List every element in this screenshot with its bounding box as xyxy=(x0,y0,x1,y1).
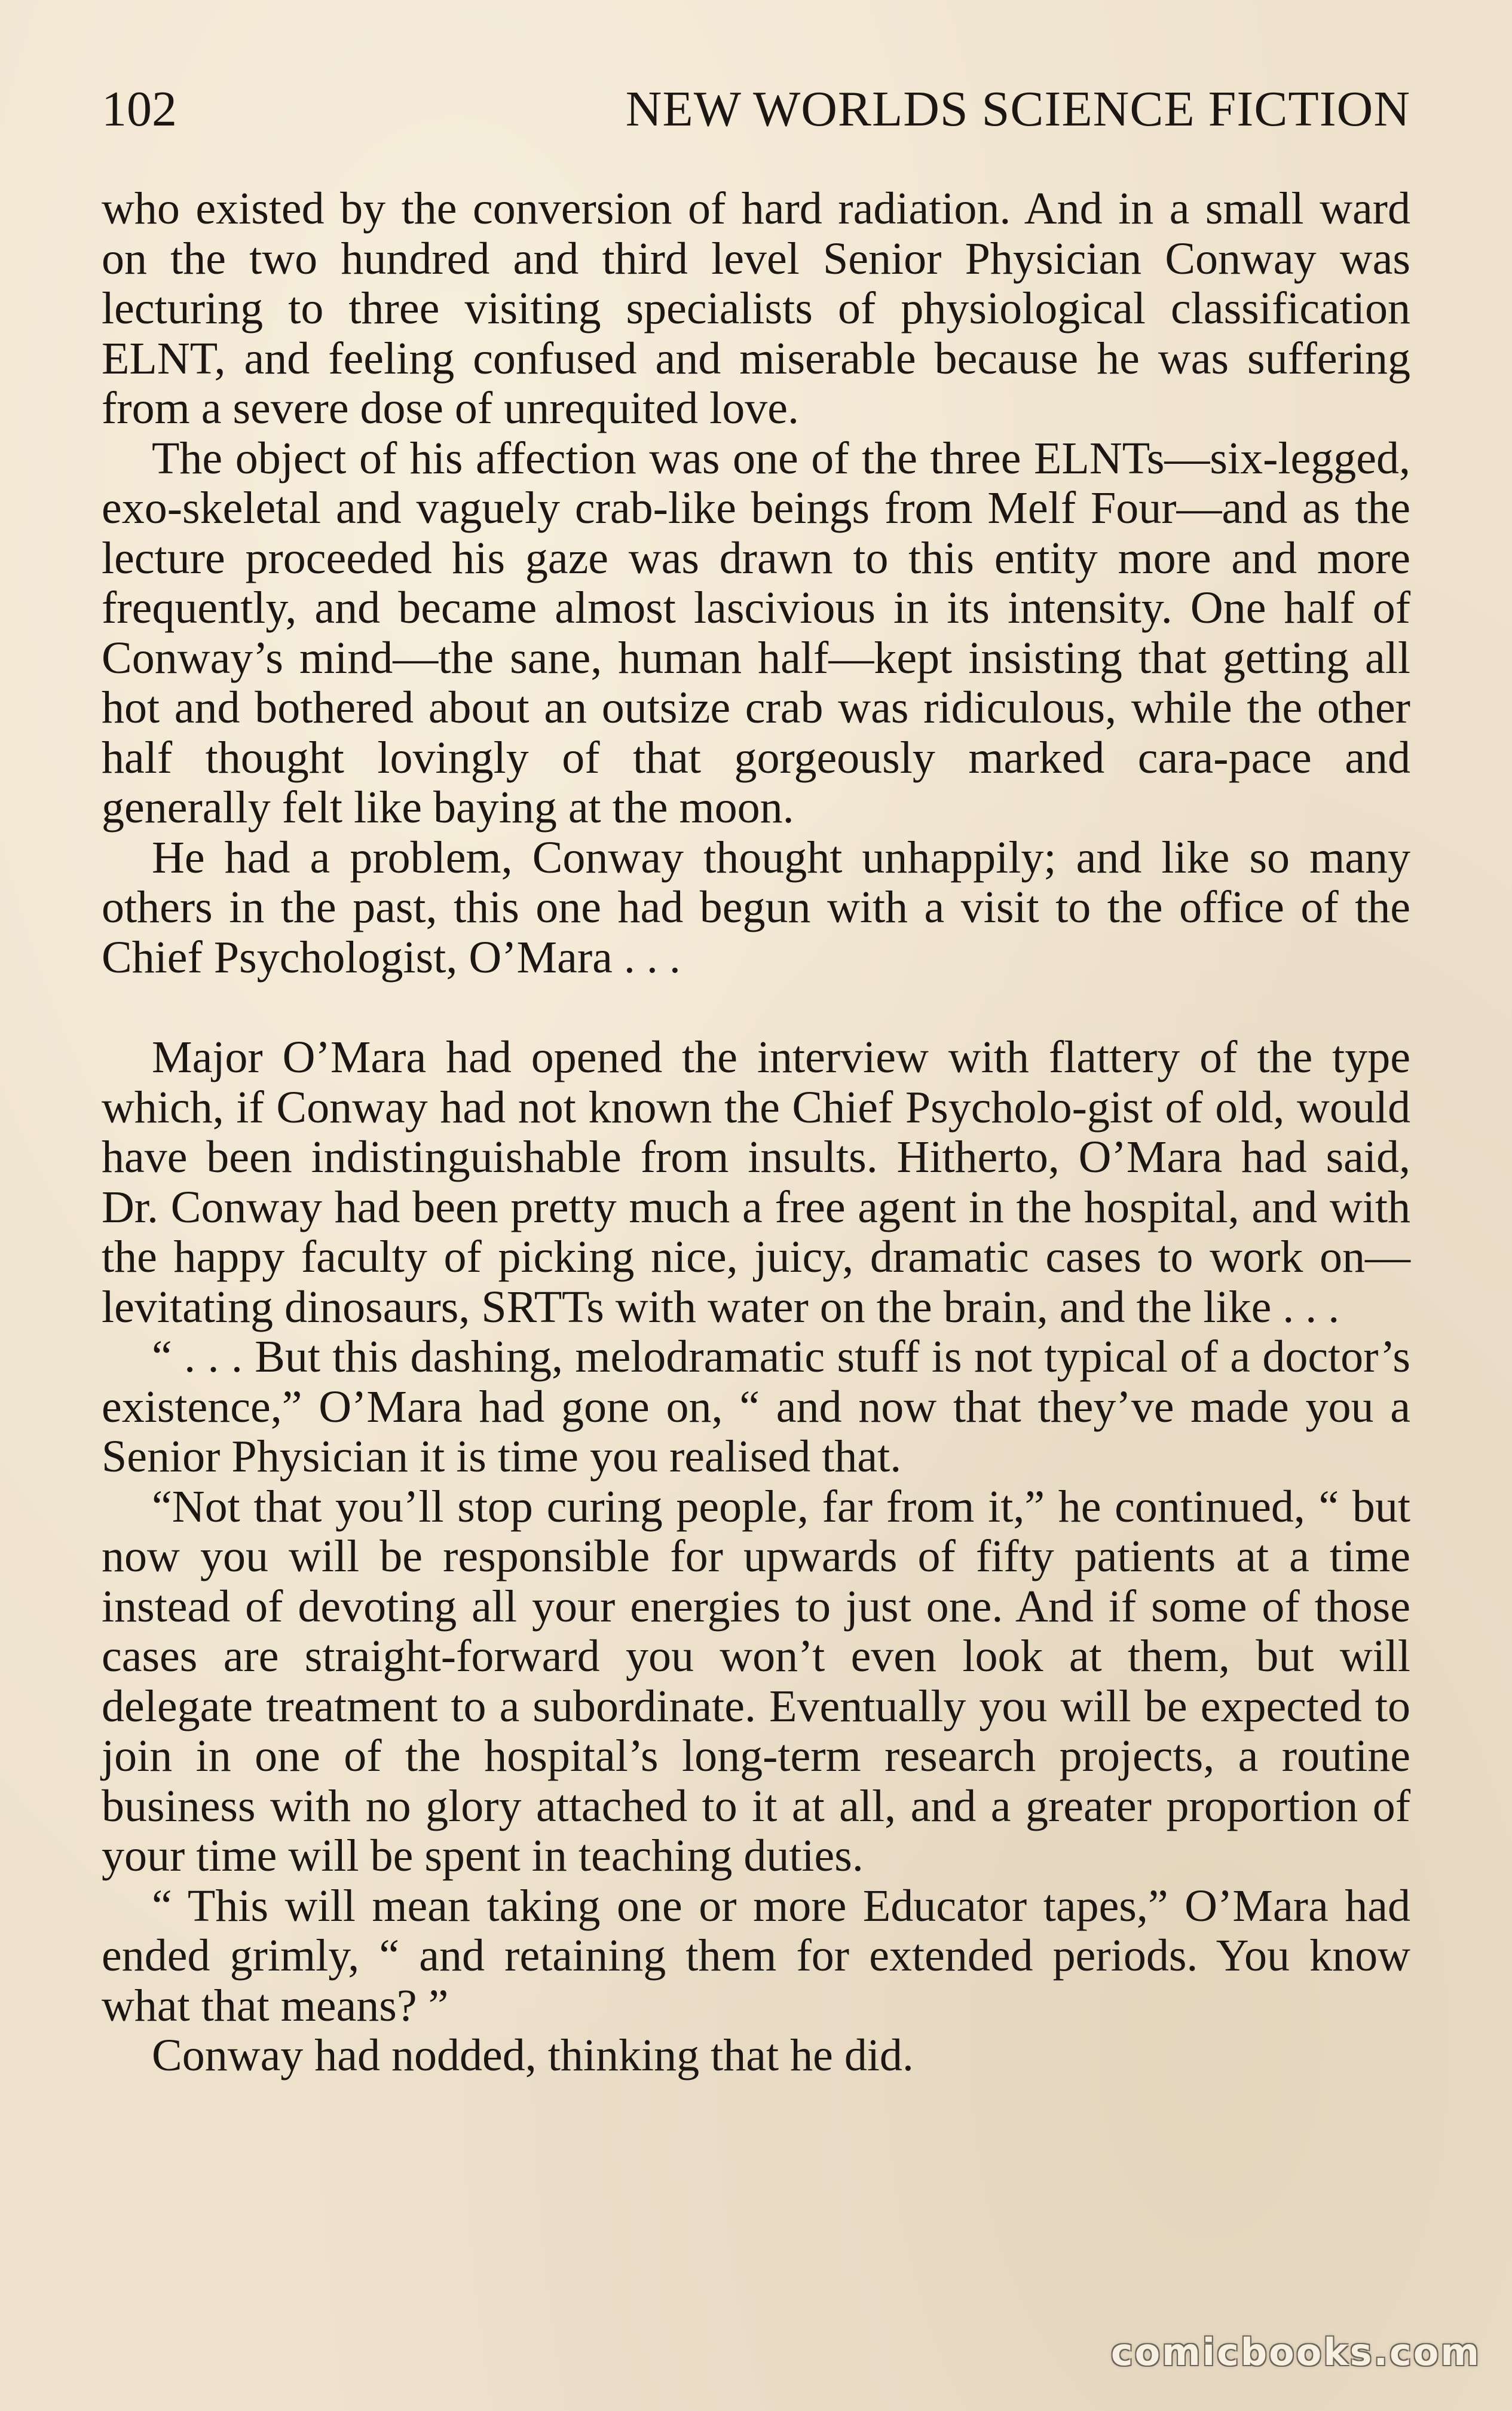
paragraph: Major O’Mara had opened the interview with flattery of the type which, if Conway had not known the Chief Psycholo-gist of old, would have been indistinguishable from insults. Hitherto, O’Mara had said, Dr. Conway had been pretty much a free agent in the hospital, and with the happy faculty of picking nice, juicy, dramatic cases to work on—levitating dinosaurs, SRTTs with water on the brain, and the like . . . xyxy=(102,1032,1410,1332)
section-break xyxy=(102,983,1410,1033)
running-head: NEW WORLDS SCIENCE FICTION xyxy=(625,81,1410,137)
body-text xyxy=(102,184,1410,2081)
paragraph: “ This will mean taking one or more Educator tapes,” O’Mara had ended grimly, “ and retaining them for extended periods. You know what that means? ” xyxy=(102,1880,1410,2031)
site-watermark: comicbooks.com xyxy=(1110,2330,1481,2374)
paragraph: Conway had nodded, thinking that he did. xyxy=(152,2030,914,2080)
paragraph: “ . . . But this dashing, melodramatic stuff is not typical of a doctor’s existence,” O’Mara had gone on, “ and now that they’ve made you a Senior Physician it is time you realised that. xyxy=(102,1332,1410,1482)
paragraph: The object of his affection was one of the three ELNTs—six-legged, exo-skeletal and vaguely crab-like beings from Melf Four—and as the lecture proceeded his gaze was drawn to this entity more and more frequently, and became almost lascivious in its intensity. One half of Conway’s mind—the sane, human half—kept insisting that getting all hot and bothered about an outsize crab was ridiculous, while the other half thought lovingly of that gorgeously marked cara-pace and generally felt like baying at the moon. xyxy=(102,433,1410,833)
paragraph: who existed by the conversion of hard radiation. And in a small ward on the two hundred and third level Senior Physician Conway was lecturing to three visiting specialists of physiological classification ELNT, and feeling confused and miserable because he was suffering from a severe dose of unrequited love. xyxy=(102,183,1410,433)
page-header xyxy=(102,77,1410,142)
paragraph: “Not that you’ll stop curing people, far from it,” he continued, “ but now you will be responsible for upwards of fifty patients at a time instead of devoting all your energies to just one. And if some of those cases are straight-forward you won’t even look at them, but will delegate treatment to a subordinate. Eventually you will be expected to join in one of the hospital’s long-term research projects, a routine business with no glory attached to it at all, and a greater proportion of your time will be spent in teaching duties. xyxy=(102,1481,1410,1881)
paragraph: He had a problem, Conway thought unhappily; and like so many others in the past, this one had begun with a visit to the office of the Chief Psychologist, O’Mara . . . xyxy=(102,832,1410,983)
page-number: 102 xyxy=(102,81,177,137)
